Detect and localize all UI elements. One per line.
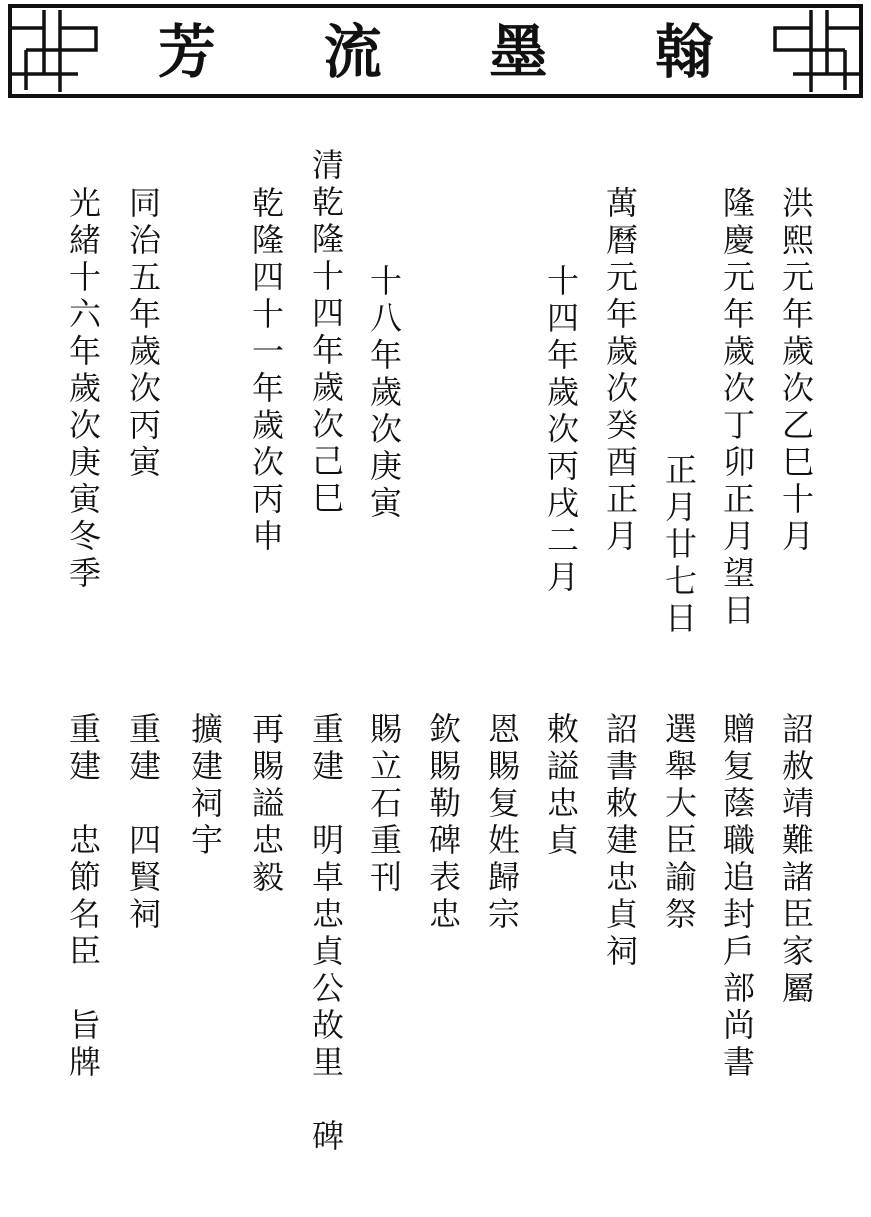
title-banner xyxy=(8,4,863,98)
event-column: 擴建祠宇 xyxy=(186,712,224,860)
banner-char: 流 xyxy=(323,18,382,86)
event-column: 再賜謚忠毅 xyxy=(247,712,285,897)
event-column: 選舉大臣諭祭 xyxy=(660,712,698,934)
event-column: 重建 忠節名臣 旨牌 xyxy=(64,712,102,1082)
banner-char: 芳 xyxy=(157,18,216,86)
date-column: 光緒十六年歲次庚寅冬季 xyxy=(64,186,102,593)
date-column: 萬曆元年歲次癸酉正月 xyxy=(601,186,639,556)
date-column: 清乾隆十四年歲次己巳 xyxy=(307,148,345,518)
date-column: 同治五年歲次丙寅 xyxy=(124,186,162,482)
event-column: 恩賜复姓歸宗 xyxy=(483,712,521,934)
event-column: 詔書敕建忠貞祠 xyxy=(601,712,639,971)
event-column: 贈复蔭職追封戶部尚書 xyxy=(718,712,756,1082)
event-column: 敕謚忠貞 xyxy=(542,712,580,860)
event-column: 欽賜勒碑表忠 xyxy=(424,712,462,934)
date-column: 十八年歲次庚寅 xyxy=(365,264,403,523)
right-fret-ornament xyxy=(775,10,859,92)
event-column: 詔赦靖難諸臣家屬 xyxy=(777,712,815,1008)
event-column: 重建 明卓忠貞公故里 碑 xyxy=(307,712,345,1156)
left-fret-ornament xyxy=(12,10,96,92)
event-column: 賜立石重刊 xyxy=(365,712,403,897)
banner-char: 翰 xyxy=(655,18,714,86)
date-column: 隆慶元年歲次丁卯正月望日 xyxy=(718,186,756,630)
date-column: 乾隆四十一年歲次丙申 xyxy=(247,186,285,556)
date-column: 正月廿七日 xyxy=(660,453,698,638)
date-column: 洪熙元年歲次乙巳十月 xyxy=(777,186,815,556)
banner-char: 墨 xyxy=(489,18,548,86)
date-column: 十四年歲次丙戌二月 xyxy=(542,264,580,597)
banner-title xyxy=(104,12,767,92)
event-column: 重建 四賢祠 xyxy=(124,712,162,934)
